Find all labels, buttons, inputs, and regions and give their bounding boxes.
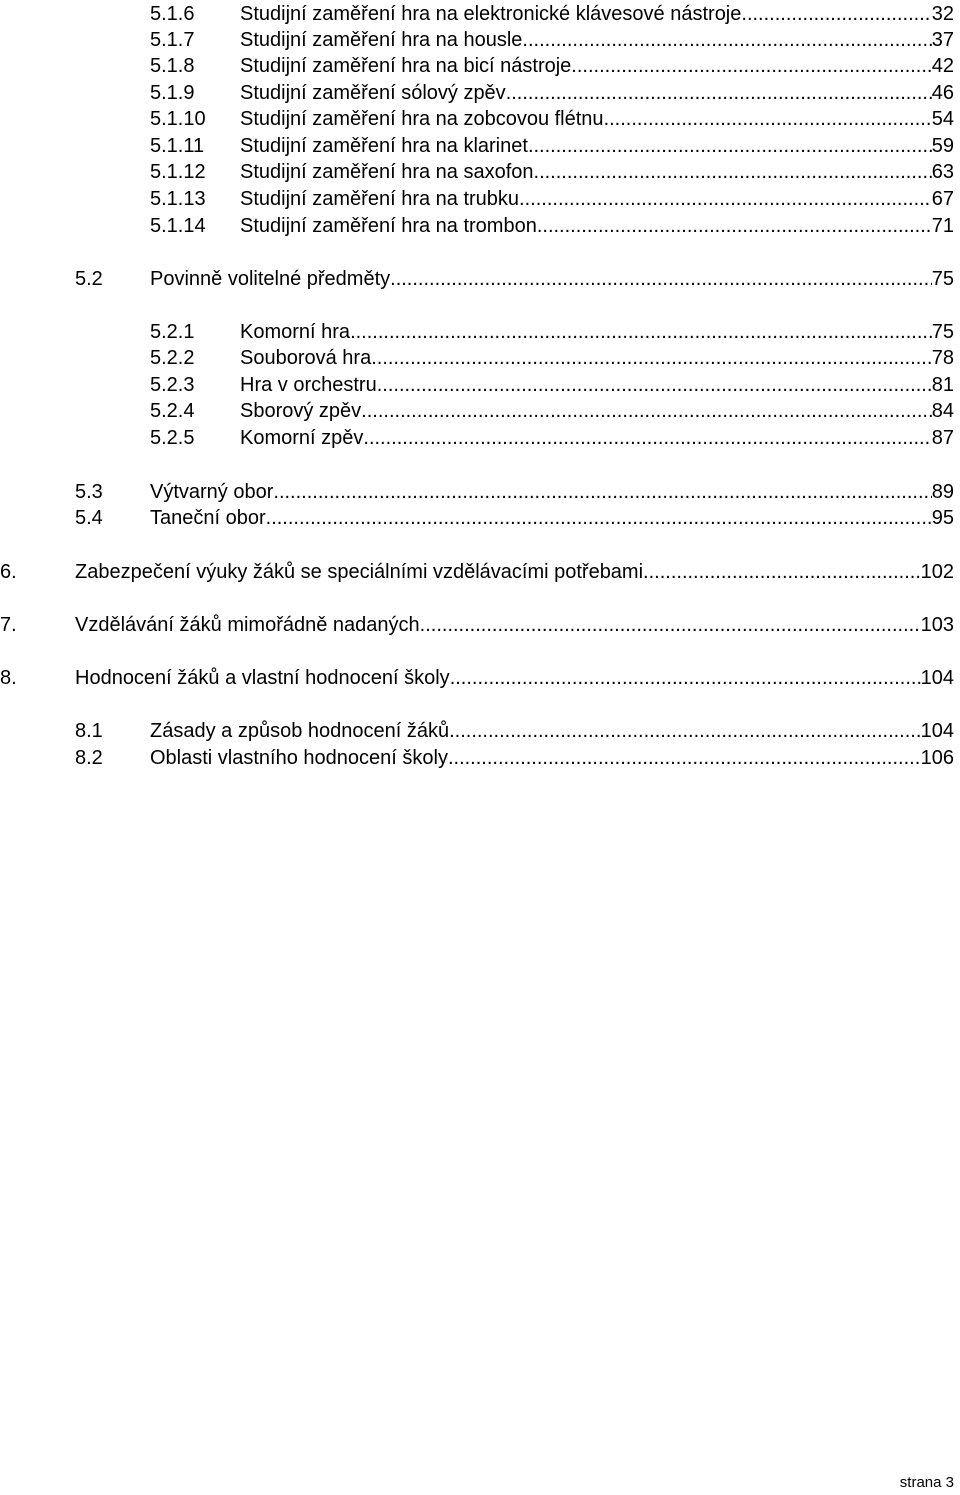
toc-entry-title: Studijní zaměření hra na zobcovou flétnu	[240, 108, 604, 130]
toc-entry-page: 87	[931, 427, 954, 449]
toc-entry-number: 5.1.14	[150, 215, 206, 237]
toc-dot-leader	[449, 719, 921, 743]
toc-entry[interactable]	[75, 746, 954, 770]
page-number: strana 3	[899, 1474, 954, 1491]
toc-entry-number: 5.2.3	[150, 374, 195, 396]
toc-entry-page: 42	[931, 55, 954, 77]
toc-entry-title: Studijní zaměření hra na trubku	[240, 188, 520, 210]
toc-entry[interactable]	[75, 480, 954, 504]
toc-entry[interactable]	[150, 399, 954, 423]
toc-entry-page: 78	[931, 347, 954, 369]
toc-entry-number: 5.1.11	[150, 135, 205, 157]
toc-entry-number: 5.2	[75, 268, 103, 290]
toc-entry[interactable]	[75, 267, 954, 291]
toc-entry[interactable]	[150, 214, 954, 238]
toc-dot-leader	[361, 399, 932, 423]
toc-entry[interactable]	[75, 506, 954, 530]
toc-entry[interactable]	[150, 426, 954, 450]
toc-entry-page: 46	[931, 82, 954, 104]
toc-entry-title: Zabezpečení výuky žáků se speciálními vzdělávacími potřebami	[75, 561, 644, 583]
toc-dot-leader	[604, 107, 932, 131]
toc-dot-leader	[377, 373, 932, 397]
toc-dot-leader	[266, 506, 932, 530]
toc-entry[interactable]	[150, 2, 954, 26]
toc-entry-title: Studijní zaměření hra na bicí nástroje	[240, 55, 572, 77]
toc-entry-number: 8.	[0, 667, 17, 689]
toc-dot-leader	[363, 426, 931, 450]
toc-entry-page: 81	[931, 374, 954, 396]
toc-entry[interactable]	[150, 320, 954, 344]
toc-entry[interactable]	[0, 613, 954, 637]
toc-entry-title: Studijní zaměření hra na klarinet	[240, 135, 528, 157]
toc-entry-number: 8.2	[75, 747, 103, 769]
toc-entry-title: Povinně volitelné předměty	[150, 268, 391, 290]
toc-entry-number: 5.1.6	[150, 3, 195, 25]
toc-entry-number: 5.2.5	[150, 427, 195, 449]
toc-entry-page: 104	[920, 667, 954, 689]
toc-entry-number: 5.2.2	[150, 347, 195, 369]
toc-dot-leader	[371, 346, 932, 370]
toc-entry-page: 54	[931, 108, 954, 130]
toc-dot-leader	[522, 28, 931, 52]
toc-dot-leader	[273, 480, 931, 504]
toc-entry-page: 37	[931, 29, 954, 51]
toc-dot-leader	[390, 267, 932, 291]
toc-dot-leader	[534, 160, 932, 184]
toc-entry-page: 89	[931, 481, 954, 503]
toc-dot-leader	[571, 54, 931, 78]
toc-entry-title: Vzdělávání žáků mimořádně nadaných	[75, 614, 420, 636]
toc-entry-title: Studijní zaměření hra na elektronické klávesové nástroje	[240, 3, 742, 25]
toc-entry[interactable]	[150, 346, 954, 370]
toc-entry-number: 5.1.12	[150, 161, 206, 183]
toc-entry-page: 75	[931, 321, 954, 343]
toc-entry[interactable]	[150, 107, 954, 131]
toc-entry-number: 5.1.7	[150, 29, 195, 51]
toc-entry[interactable]	[0, 666, 954, 690]
toc-dot-leader	[450, 666, 921, 690]
toc-entry-title: Studijní zaměření hra na housle	[240, 29, 523, 51]
toc-entry-page: 102	[920, 561, 954, 583]
toc-entry-page: 59	[931, 135, 954, 157]
toc-dot-leader	[519, 187, 932, 211]
toc-entry-title: Komorní hra	[240, 321, 351, 343]
toc-entry[interactable]	[150, 373, 954, 397]
toc-entry-page: 75	[931, 268, 954, 290]
toc-entry[interactable]	[150, 160, 954, 184]
toc-entry-page: 103	[920, 614, 954, 636]
toc-entry[interactable]	[150, 134, 954, 158]
toc-entry[interactable]	[150, 54, 954, 78]
toc-entry-number: 5.1.8	[150, 55, 195, 77]
toc-entry[interactable]	[0, 560, 954, 584]
toc-entry-page: 71	[931, 215, 954, 237]
toc-entry-title: Komorní zpěv	[240, 427, 364, 449]
toc-entry-number: 8.1	[75, 720, 103, 742]
toc-entry-title: Studijní zaměření sólový zpěv	[240, 82, 506, 104]
toc-entry-title: Oblasti vlastního hodnocení školy	[150, 747, 448, 769]
toc-entry-title: Zásady a způsob hodnocení žáků	[150, 720, 450, 742]
toc-entry-page: 104	[920, 720, 954, 742]
toc-entry-page: 95	[931, 507, 954, 529]
toc-entry[interactable]	[150, 81, 954, 105]
toc-dot-leader	[528, 134, 932, 158]
toc-entry-number: 5.1.10	[150, 108, 206, 130]
toc-entry-title: Souborová hra	[240, 347, 372, 369]
toc-entry-title: Hra v orchestru	[240, 374, 377, 396]
toc-entry-number: 5.1.9	[150, 82, 195, 104]
toc-dot-leader	[741, 2, 931, 26]
toc-entry-number: 5.2.1	[150, 321, 195, 343]
toc-entry-title: Hodnocení žáků a vlastní hodnocení školy	[75, 667, 450, 689]
toc-entry-number: 5.3	[75, 481, 103, 503]
toc-entry-title: Studijní zaměření hra na trombon	[240, 215, 537, 237]
toc-entry[interactable]	[150, 187, 954, 211]
toc-entry[interactable]	[150, 28, 954, 52]
toc-entry-page: 67	[931, 188, 954, 210]
toc-entry-number: 6.	[0, 561, 17, 583]
toc-entry-page: 32	[931, 3, 954, 25]
toc-entry-title: Taneční obor	[150, 507, 266, 529]
toc-entry-title: Studijní zaměření hra na saxofon	[240, 161, 534, 183]
toc-entry-number: 5.4	[75, 507, 103, 529]
toc-dot-leader	[420, 613, 921, 637]
toc-entry-title: Sborový zpěv	[240, 400, 362, 422]
toc-entry-page: 106	[920, 747, 954, 769]
toc-dot-leader	[537, 214, 932, 238]
toc-dot-leader	[506, 81, 932, 105]
toc-entry-page: 63	[931, 161, 954, 183]
toc-dot-leader	[350, 320, 932, 344]
toc-entry-title: Výtvarný obor	[150, 481, 274, 503]
toc-entry-number: 5.1.13	[150, 188, 206, 210]
toc-dot-leader	[448, 746, 921, 770]
toc-dot-leader	[643, 560, 921, 584]
toc-entry-number: 5.2.4	[150, 400, 195, 422]
toc-entry-page: 84	[931, 400, 954, 422]
toc-entry[interactable]	[75, 719, 954, 743]
toc-entry-number: 7.	[0, 614, 17, 636]
